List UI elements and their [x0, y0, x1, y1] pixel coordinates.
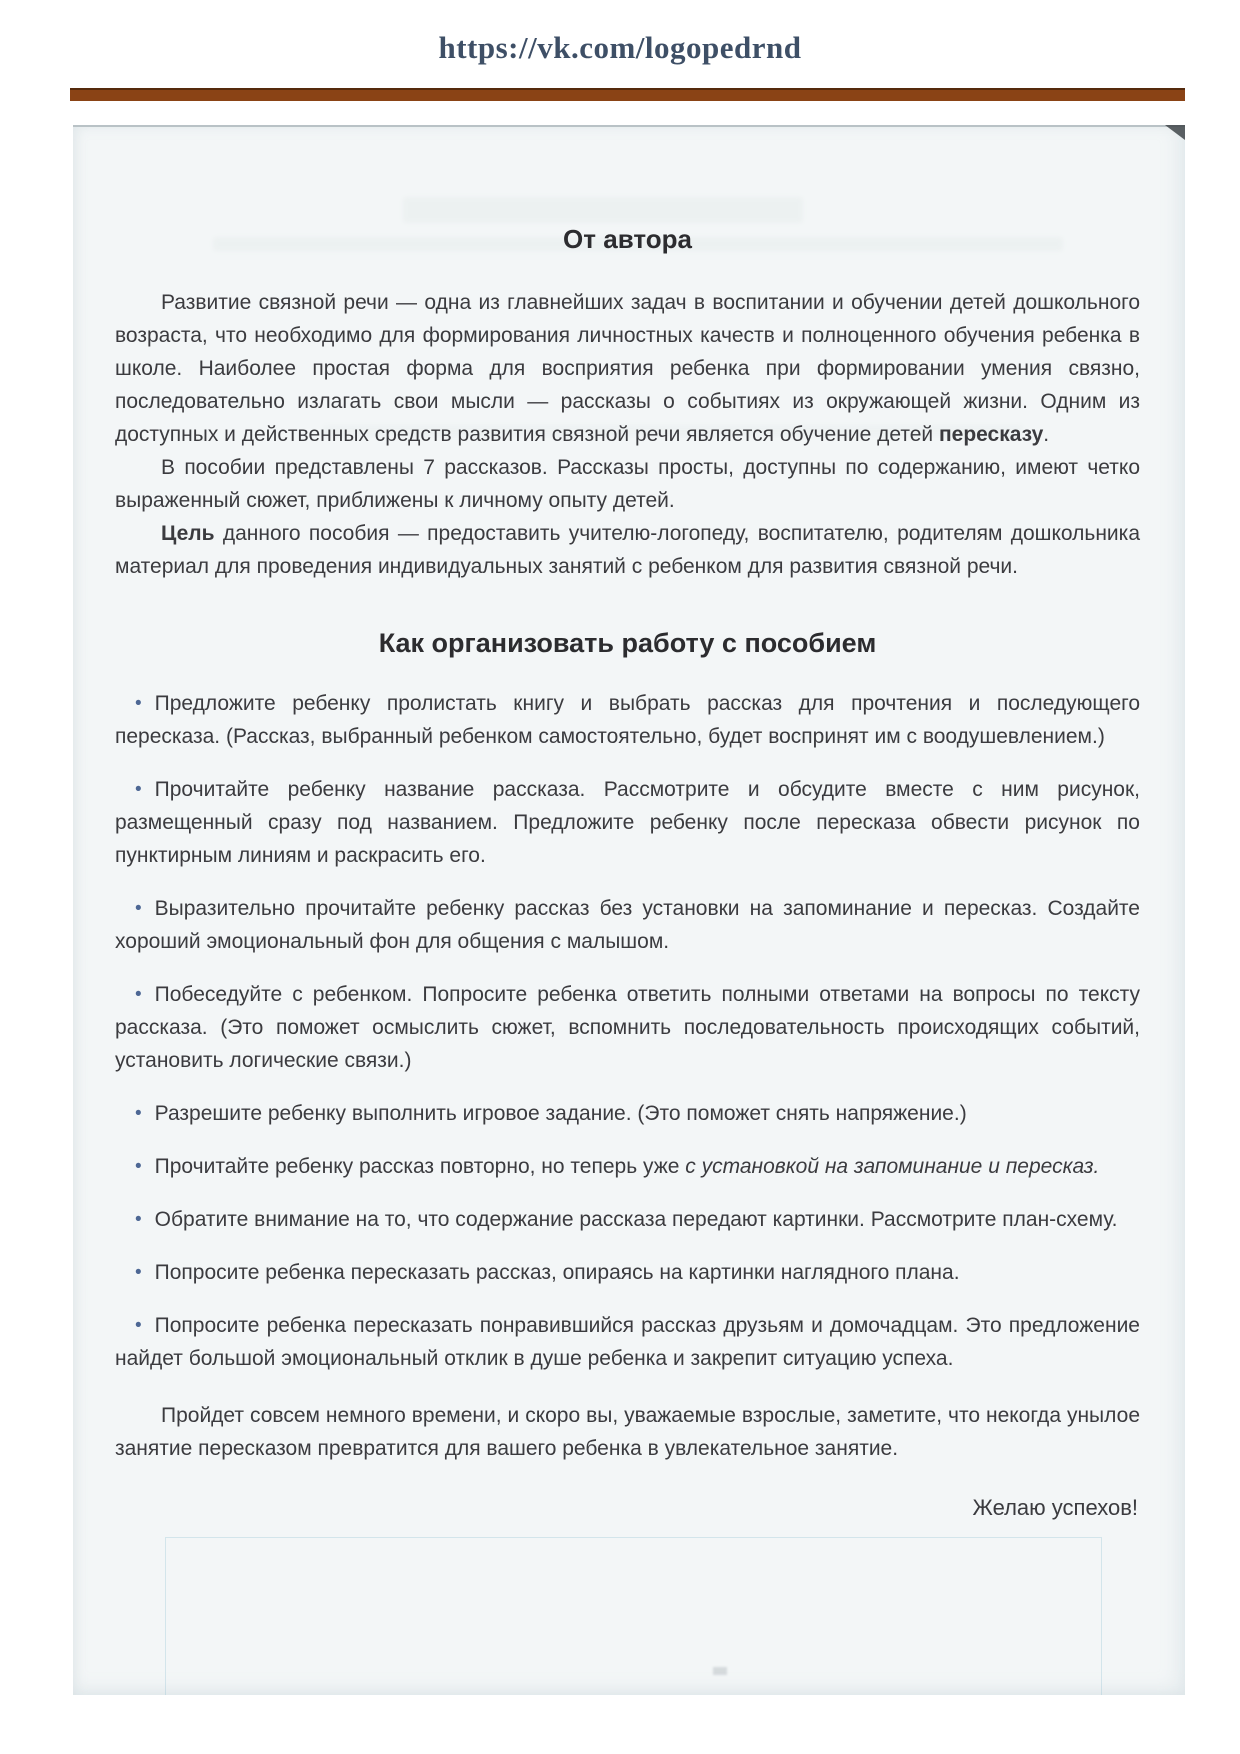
bullet-text: Выразительно прочитайте ребенку рассказ без установки на запоминание и пересказ. Создайте хороший эмоциональный фон для общения с малышом. — [115, 897, 1140, 953]
bullet-dot-icon: • — [135, 898, 142, 919]
bleed-through-frame — [165, 1537, 1102, 1695]
bullet-dot-icon: • — [135, 693, 142, 714]
bullet-text: Обратите внимание на то, что содержание рассказа передают картинки. Рассмотрите план-схему. — [154, 1208, 1118, 1231]
bullet-dot-icon: • — [135, 1209, 142, 1230]
intro-paragraph-1-tail: . — [1043, 423, 1050, 446]
bullet-text: Разрешите ребенку выполнить игровое задание. (Это поможет снять напряжение.) — [154, 1102, 967, 1125]
page-content — [73, 220, 1185, 1524]
bullet-dot-icon: • — [135, 984, 142, 1005]
bullet-dot-icon: • — [135, 779, 142, 800]
bullet-text: Прочитайте ребенку название рассказа. Рассмотрите и обсудите вместе с ним рисунок, размещенный сразу под названием. Предложите ребенку после пересказа обвести рисунок по пунктирным линиям и раскрасить его. — [115, 778, 1140, 867]
bullet-dot-icon: • — [135, 1315, 142, 1336]
intro-paragraph-1-bold: пересказу — [938, 423, 1044, 446]
bullet-text: Предложите ребенку пролистать книгу и выбрать рассказ для прочтения и последующего пересказа. (Рассказ, выбранный ребенком самостоятельно, будет воспринят им с воодушевлением.) — [115, 692, 1140, 748]
bullet-dot-icon: • — [135, 1262, 142, 1283]
instruction-bullet — [115, 1097, 1140, 1130]
faint-page-number-artifact — [713, 1667, 727, 1675]
bullet-text-italic: с установкой на запоминание и пересказ. — [685, 1155, 1100, 1178]
instruction-bullet — [115, 773, 1140, 872]
intro-block — [115, 286, 1140, 583]
intro-paragraph-3-bold: Цель — [161, 522, 215, 545]
instruction-bullet — [115, 1150, 1140, 1183]
instruction-bullet — [115, 1203, 1140, 1236]
intro-paragraph-3-text: данного пособия — предоставить учителю-логопеду, воспитателю, родителям дошкольника материал для проведения индивидуальных занятий с ребенком для развития связной речи. — [115, 522, 1140, 578]
bullet-dot-icon: • — [135, 1156, 142, 1177]
divider-bar — [70, 88, 1185, 101]
instruction-list — [115, 687, 1140, 1375]
intro-paragraph-3 — [115, 517, 1140, 583]
bullet-text: Побеседуйте с ребенком. Попросите ребенка ответить полными ответами на вопросы по тексту рассказа. (Это поможет осмыслить сюжет, вспомнить последовательность происходящих событий, установить логические связи.) — [115, 983, 1140, 1072]
instruction-bullet — [115, 892, 1140, 958]
header-url-text: https://vk.com/logopedrnd — [438, 30, 802, 65]
intro-paragraph-2: В пособии представлены 7 рассказов. Рассказы просты, доступны по содержанию, имеют четко выраженный сюжет, приближены к личному опыту детей. — [115, 456, 1140, 512]
instruction-bullet — [115, 1309, 1140, 1375]
scan-corner-artifact — [1165, 125, 1185, 140]
intro-paragraph-1-text: Развитие связной речи — одна из главнейших задач в воспитании и обучении детей дошкольного возраста, что необходимо для формирования личностных качеств и полноценного обучения ребенка в школе. Наиболее простая форма для восприятия ребенка при формировании умения связно, последовательно излагать свои мысли — рассказы о событиях из окружающей жизни. Одним из доступных и действенных средств развития связной речи является обучение детей — [115, 291, 1140, 446]
bullet-text: Попросите ребенка пересказать рассказ, опираясь на картинки наглядного плана. — [154, 1261, 960, 1284]
instruction-bullet — [115, 1256, 1140, 1289]
intro-paragraph-1 — [115, 286, 1140, 451]
closing-paragraph: Пройдет совсем немного времени, и скоро вы, уважаемые взрослые, заметите, что некогда унылое занятие пересказом превратится для вашего ребенка в увлекательное занятие. — [115, 1404, 1140, 1460]
signoff-text: Желаю успехов! — [972, 1495, 1138, 1520]
bullet-dot-icon: • — [135, 1103, 142, 1124]
bullet-text: Прочитайте ребенку рассказ повторно, но теперь уже — [154, 1155, 686, 1178]
section-title: Как организовать работу с пособием — [378, 628, 877, 658]
instruction-bullet — [115, 978, 1140, 1077]
scanned-page — [73, 125, 1185, 1695]
instruction-bullet — [115, 687, 1140, 753]
page-title: От автора — [563, 224, 692, 254]
bullet-text: Попросите ребенка пересказать понравившийся рассказ друзьям и домочадцам. Это предложение найдет большой эмоциональный отклик в душе ребенка и закрепит ситуацию успеха. — [115, 1314, 1140, 1370]
